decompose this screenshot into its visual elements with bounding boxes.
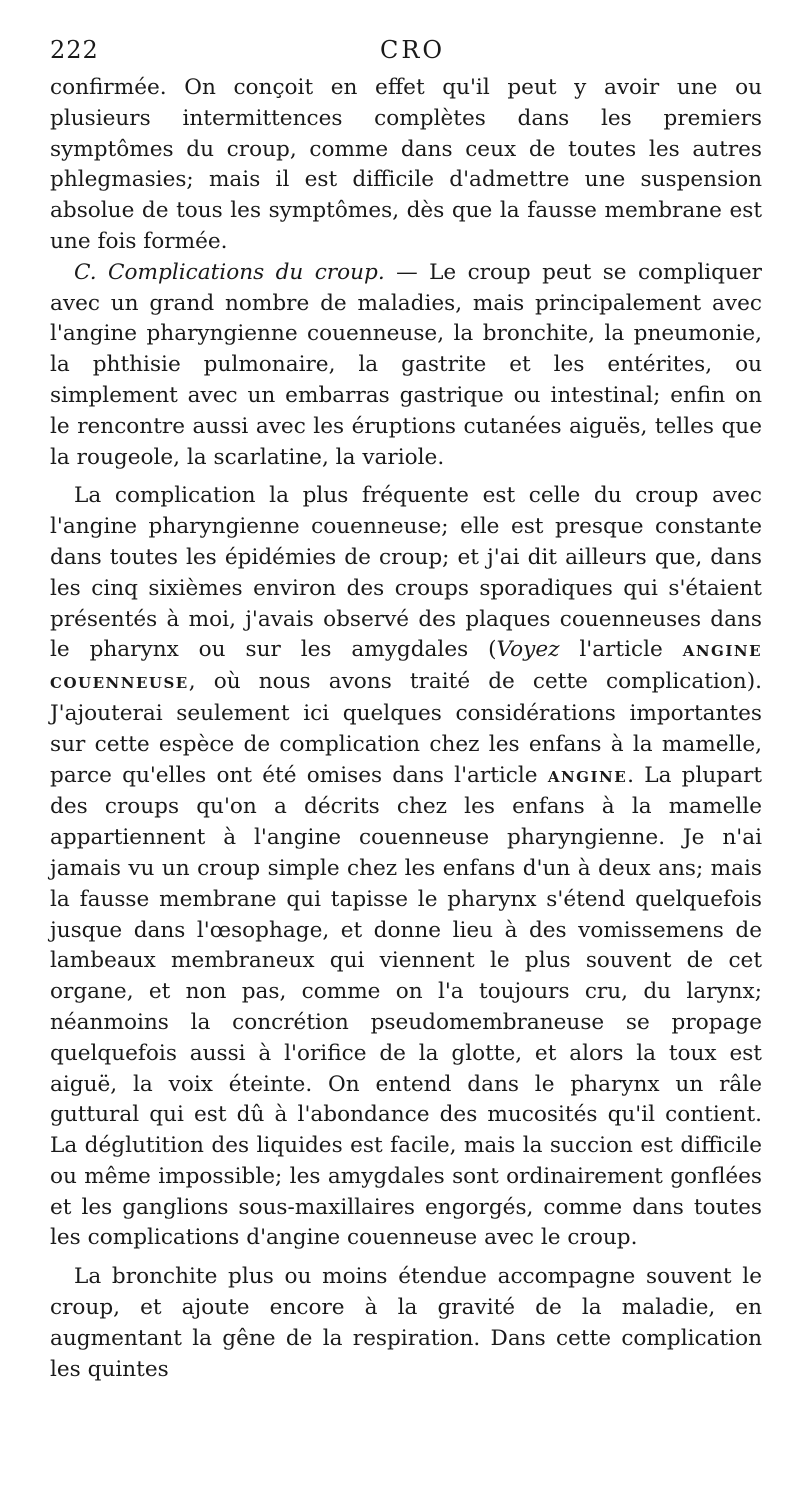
page-number: 222 bbox=[50, 36, 99, 64]
paragraph-text: La bronchite plus ou moins étendue accompagne souvent le croup, et ajoute encore à la gravité de la maladie, en augmentant la gêne de la respiration. Dans cette complication les quintes bbox=[50, 1264, 762, 1382]
paragraph-text: confirmée. On conçoit en effet qu'il peut y avoir une ou plusieurs intermittences complètes dans les premiers symptômes du croup, comme dans ceux de toutes les autres phlegmasies; mais il est difficile d'admettre une suspension absolue de tous les symptômes, dès que la fausse membrane est une fois formée. bbox=[50, 75, 762, 254]
section-heading: C. Complications du croup. bbox=[74, 259, 385, 285]
paragraph-text: . La plupart des croups qu'on a décrits chez les enfans à la mamelle appartiennent à l'angine couenneuse pharyngienne. Je n'ai jamais vu un croup simple chez les enfans d'un à deux ans; mais la fausse membrane qui tapisse le pharynx s'étend quelquefois jusque dans l'œsophage, et donne lieu à des vomissemens de lambeaux membraneux qui viennent le plus souvent de cet organe, et non pas, comme on l'a toujours cru, du larynx; néanmoins la concrétion pseudomembraneuse se propage quelquefois aussi à l'orifice de la glotte, et alors la toux est aiguë, la voix éteinte. On entend dans le pharynx un râle guttural qui est dû à l'abondance des mucosités qu'il contient. La déglutition des liquides est facile, mais la succion est difficile ou même impossible; les amygdales sont ordinairement gonflées et les ganglions sous-maxillaires engorgés, comme dans toutes les complications d'angine couenneuse avec le croup. bbox=[50, 762, 762, 1251]
body-text bbox=[50, 73, 762, 1385]
paragraph-text: La complication la plus fréquente est celle du croup avec l'angine pharyngienne couenneuse; elle est presque constante dans toutes les épidémies de croup; et j'ai dit ailleurs que, dans les cinq sixièmes environ des croups sporadiques qui s'étaient présentés à moi, j'avais observé des plaques couenneuses dans le pharynx ou sur les amygdales ( bbox=[50, 483, 762, 663]
cross-reference-angine: ANGINE bbox=[547, 767, 628, 786]
page-header bbox=[50, 36, 762, 76]
paragraph-complications bbox=[50, 258, 762, 474]
paragraph-text: — Le croup peut se compliquer avec un grand nombre de maladies, mais principalement avec l'angine pharyngienne couenneuse, la bronchite, la pneumonie, la phthisie pulmonaire, la gastrite et les entérites, ou simplement avec un embarras gastrique ou intestinal; enfin on le rencontre aussi avec les éruptions cutanées aiguës, telles que la rougeole, la scarlatine, la variole. bbox=[50, 259, 762, 470]
paragraph-text: , où nous avons traité de cette complication). J'ajouterai seulement ici quelques considérations importantes sur cette espèce de complication chez les enfans à la mamelle, parce qu'elles ont été omises dans l'article bbox=[50, 669, 762, 788]
paragraph-bronchite bbox=[50, 1262, 762, 1385]
running-head: CRO bbox=[380, 36, 446, 64]
voyez-reference: Voyez bbox=[496, 637, 560, 663]
paragraph-text: l'article bbox=[559, 637, 683, 663]
paragraph-continuation bbox=[50, 73, 762, 258]
cross-reference-angine-couenneuse: ANGINE COUENNEUSE bbox=[50, 642, 763, 693]
paragraph-angine bbox=[50, 481, 762, 1254]
